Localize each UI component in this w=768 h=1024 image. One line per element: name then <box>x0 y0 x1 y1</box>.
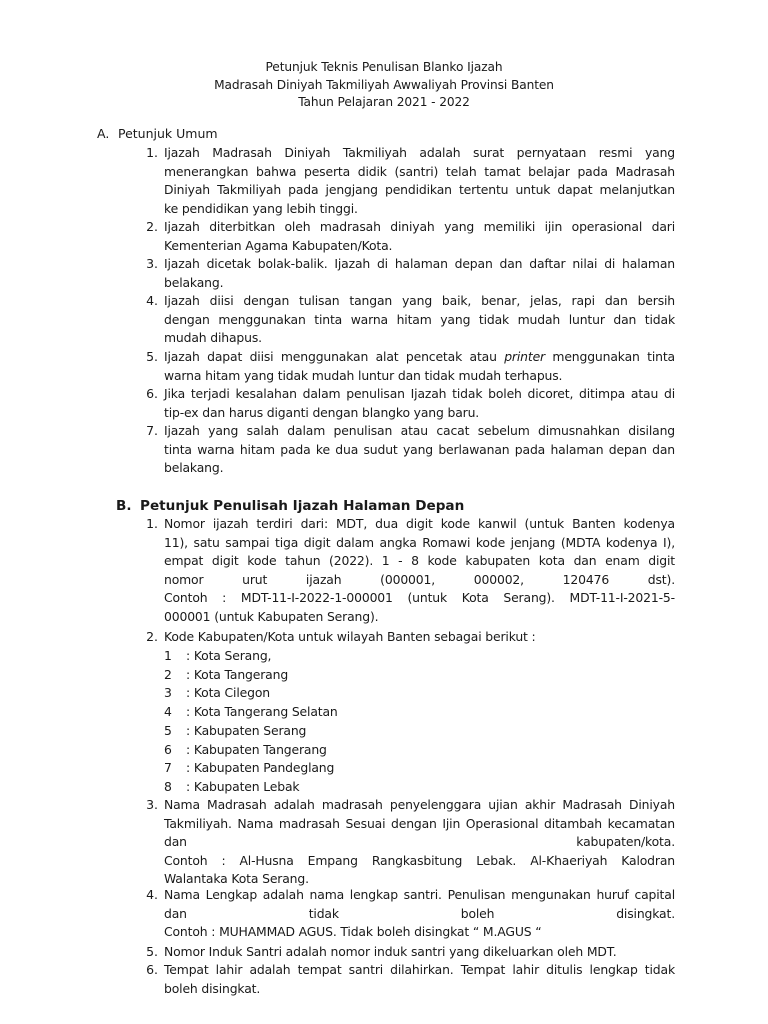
region-code: 6 <box>164 741 172 757</box>
list-item-line: Ijazah diterbitkan oleh madrasah diniyah yang memiliki ijin operasional dari <box>164 219 675 234</box>
region-code: 1 <box>164 648 172 663</box>
region-code: 3 <box>164 685 172 701</box>
list-item-line: Contoh : Al-Husna Empang Rangkasbitung Lebak. Al-Khaeriyah Kalodran <box>164 852 675 868</box>
list-item-line: Ijazah dapat diisi menggunakan alat pencetak atau printer menggunakan tinta <box>164 349 675 364</box>
list-item-number: 4. <box>146 887 158 902</box>
list-item-line: dan tidak boleh disingkat. <box>164 905 675 921</box>
region-code: 2 <box>164 666 172 682</box>
list-item-line: Jika terjadi kesalahan dalam penulisan Ijazah tidak boleh dicoret, ditimpa atau di <box>164 386 675 401</box>
region-name: : Kabupaten Lebak <box>186 778 300 794</box>
list-item-line: Walantaka Kota Serang. <box>164 871 309 887</box>
list-item-number: 1. <box>146 516 158 531</box>
list-item-line: tip-ex dan harus diganti dengan blangko yang baru. <box>164 404 480 420</box>
list-item-line: Ijazah Madrasah Diniyah Takmiliyah adalah surat pernyataan resmi yang <box>164 145 675 160</box>
list-item-line: empat digit kode tahun (2022). 1 - 8 kode kabupaten kota dan enam digit <box>164 553 675 569</box>
region-name: : Kabupaten Serang <box>186 722 307 738</box>
list-item-line: Nomor Induk Santri adalah nomor induk santri yang dikeluarkan oleh MDT. <box>164 944 617 959</box>
list-item-line: dengan menggunakan tinta warna hitam yang tidak mudah luntur dan tidak <box>164 311 675 327</box>
list-item-line: Kode Kabupaten/Kota untuk wilayah Banten sebagai berikut : <box>164 629 536 644</box>
list-item-line: belakang. <box>164 460 224 476</box>
region-name: : Kabupaten Pandeglang <box>186 760 335 776</box>
list-item-line: Nomor ijazah terdiri dari: MDT, dua digit kode kanwil (untuk Banten kodenya <box>164 516 675 531</box>
region-name: : Kota Serang, <box>186 648 272 663</box>
document-year: Tahun Pelajaran 2021 - 2022 <box>298 95 470 109</box>
list-item-line: Nama Lengkap adalah nama lengkap santri. Penulisan mengunakan huruf capital <box>164 887 675 902</box>
list-item-number: 1. <box>146 145 158 160</box>
list-item-line: warna hitam yang tidak mudah luntur dan tidak mudah terhapus. <box>164 367 563 383</box>
list-item-line: menerangkan bahwa peserta didik (santri) telah tamat belajar pada Madrasah <box>164 163 675 179</box>
document-title: Petunjuk Teknis Penulisan Blanko Ijazah <box>265 60 503 74</box>
list-item-number: 7. <box>146 423 158 438</box>
list-item-line: ke pendidikan yang lebih tinggi. <box>164 200 358 216</box>
region-name: : Kota Cilegon <box>186 685 270 701</box>
list-item-number: 5. <box>146 349 158 364</box>
list-item-line: dan kabupaten/kota. <box>164 834 675 850</box>
region-code: 5 <box>164 722 172 738</box>
list-item-line: Contoh : MDT-11-I-2022-1-000001 (untuk Kota Serang). MDT-11-I-2021-5- <box>164 590 675 606</box>
list-item-number: 2. <box>146 629 158 644</box>
list-item-number: 2. <box>146 219 158 234</box>
list-item-line: nomor urut ijazah (000001, 000002, 120476 dst). <box>164 571 675 587</box>
list-item-number: 3. <box>146 256 158 271</box>
list-item-number: 6. <box>146 386 158 401</box>
list-item-line: boleh disingkat. <box>164 980 261 996</box>
region-code: 7 <box>164 760 172 776</box>
list-item-line: mudah dihapus. <box>164 330 262 346</box>
list-item-number: 6. <box>146 962 158 977</box>
list-item-line: tinta warna hitam pada ke dua sudut yang berlawanan pada halaman depan dan <box>164 441 675 457</box>
section-a-label: A. <box>97 126 110 141</box>
list-item-line: Diniyah Takmiliyah pada jengjang pendidikan tertentu untuk dapat melanjutkan <box>164 182 675 198</box>
region-code: 4 <box>164 704 172 720</box>
list-item-line: 000001 (untuk Kabupaten Serang). <box>164 609 379 624</box>
list-item-line: Nama Madrasah adalah madrasah penyelenggara ujian akhir Madrasah Diniyah <box>164 797 675 812</box>
list-item-number: 3. <box>146 797 158 812</box>
document-subtitle: Madrasah Diniyah Takmiliyah Awwaliyah Provinsi Banten <box>214 78 554 92</box>
list-item-line: belakang. <box>164 274 224 290</box>
section-a-title: Petunjuk Umum <box>118 126 218 141</box>
list-item-line: Kementerian Agama Kabupaten/Kota. <box>164 237 393 253</box>
list-item-number: 5. <box>146 944 158 959</box>
region-code: 8 <box>164 778 172 794</box>
region-name: : Kabupaten Tangerang <box>186 741 327 757</box>
list-item-line: Ijazah dicetak bolak-balik. Ijazah di halaman depan dan daftar nilai di halaman <box>164 256 675 271</box>
list-item-line: 11), satu sampai tiga digit dalam angka Romawi kode jenjang (MDTA kodenya I), <box>164 534 675 550</box>
list-item-number: 4. <box>146 293 158 308</box>
section-b-title: Petunjuk Penulisah Ijazah Halaman Depan <box>140 498 465 514</box>
region-name: : Kota Tangerang <box>186 666 289 682</box>
section-b-label: B. <box>116 498 132 514</box>
region-name: : Kota Tangerang Selatan <box>186 704 338 720</box>
list-item-line: Ijazah diisi dengan tulisan tangan yang baik, benar, jelas, rapi dan bersih <box>164 293 675 308</box>
list-item-line: Takmiliyah. Nama madrasah Sesuai dengan Ijin Operasional ditambah kecamatan <box>164 815 675 831</box>
list-item-line: Ijazah yang salah dalam penulisan atau cacat sebelum dimusnahkan disilang <box>164 423 675 438</box>
list-item-line: Contoh : MUHAMMAD AGUS. Tidak boleh disingkat “ M.AGUS “ <box>164 924 542 940</box>
list-item-line: Tempat lahir adalah tempat santri dilahirkan. Tempat lahir ditulis lengkap tidak <box>164 962 675 977</box>
